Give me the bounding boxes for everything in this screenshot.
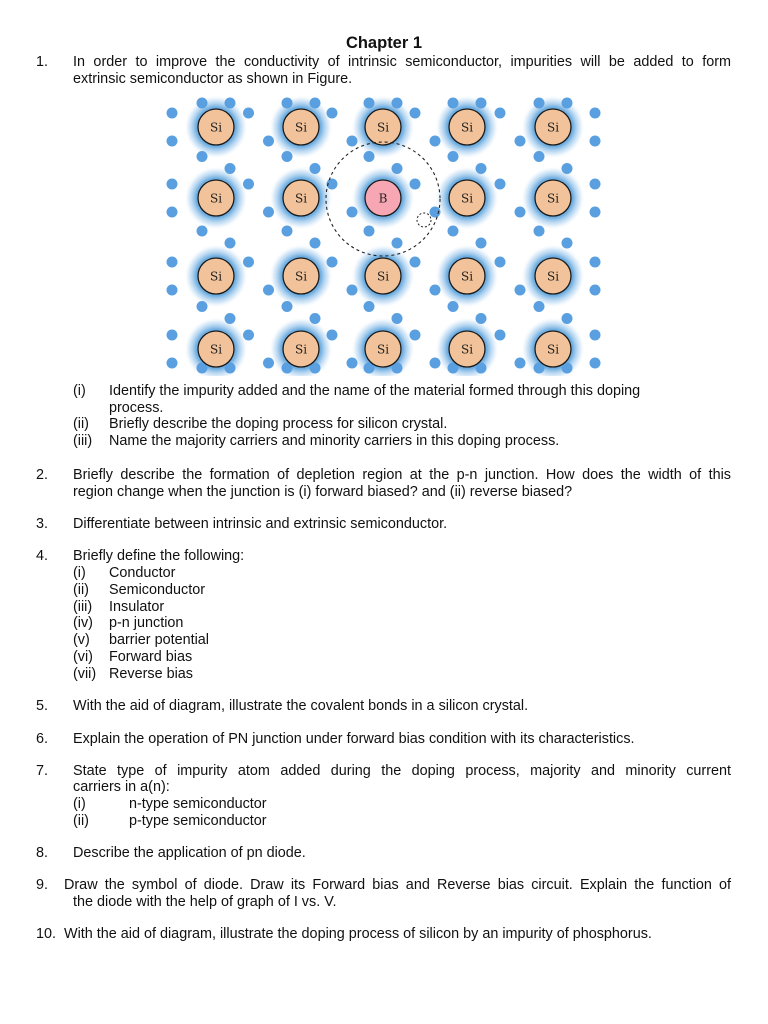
question-text-line: carriers in a(n): xyxy=(73,779,170,795)
electron-dot xyxy=(562,313,573,324)
question-number: 4. xyxy=(36,548,49,564)
question-text-line: Differentiate between intrinsic and extrinsic semiconductor. xyxy=(73,516,448,532)
electron-dot xyxy=(534,151,545,162)
electron-dot xyxy=(392,238,403,249)
electron-dot xyxy=(167,285,178,296)
electron-dot xyxy=(282,151,293,162)
silicon-atom-label: Si xyxy=(294,191,308,206)
boron-atom-label: B xyxy=(378,191,388,206)
electron-dot xyxy=(225,313,236,324)
question-number: 10. xyxy=(36,926,57,942)
electron-dot xyxy=(327,257,338,268)
silicon-atom-label: Si xyxy=(460,342,474,357)
electron-dot xyxy=(327,108,338,119)
subpart-text: n-type semiconductor xyxy=(129,796,267,812)
electron-dot xyxy=(562,163,573,174)
electron-dot xyxy=(476,313,487,324)
electron-dot xyxy=(590,207,601,218)
electron-dot xyxy=(495,257,506,268)
silicon-atom-label: Si xyxy=(376,269,390,284)
electron-dot xyxy=(515,207,526,218)
electron-dot xyxy=(515,285,526,296)
electron-dot xyxy=(430,358,441,369)
electron-dot xyxy=(347,358,358,369)
electron-dot xyxy=(515,358,526,369)
subpart-text: Conductor xyxy=(109,565,176,581)
electron-dot xyxy=(590,330,601,341)
silicon-atom-label: Si xyxy=(209,120,223,135)
subpart-label: (vi) xyxy=(73,649,93,665)
electron-dot xyxy=(515,136,526,147)
subpart-label: (vii) xyxy=(73,666,97,682)
electron-dot xyxy=(167,179,178,190)
question-number: 3. xyxy=(36,516,49,532)
electron-dot xyxy=(167,330,178,341)
question-text-line: With the aid of diagram, illustrate the doping process of silicon by an impurity of phosphorus. xyxy=(64,926,652,942)
silicon-atom-label: Si xyxy=(460,120,474,135)
electron-dot xyxy=(562,238,573,249)
silicon-atom-label: Si xyxy=(546,269,560,284)
electron-dot xyxy=(392,98,403,109)
electron-dot xyxy=(282,226,293,237)
electron-dot xyxy=(364,151,375,162)
electron-dot xyxy=(410,257,421,268)
question-text-line: Explain the operation of PN junction under forward bias condition with its characteristics. xyxy=(73,731,635,747)
subpart-text: Briefly describe the doping process for silicon crystal. xyxy=(109,416,448,432)
electron-dot xyxy=(243,330,254,341)
electron-dot xyxy=(197,301,208,312)
question-number: 1. xyxy=(36,54,49,70)
subpart-label: (i) xyxy=(73,383,86,399)
subpart-label: (ii) xyxy=(73,416,89,432)
electron-dot xyxy=(263,136,274,147)
subpart-text: process. xyxy=(109,400,164,416)
question-text-line: In order to improve the conductivity of intrinsic semiconductor, impurities will be added to form xyxy=(73,54,731,70)
silicon-atom-label: Si xyxy=(460,269,474,284)
electron-dot xyxy=(410,330,421,341)
silicon-atom-label: Si xyxy=(546,191,560,206)
electron-dot xyxy=(590,358,601,369)
electron-dot xyxy=(410,108,421,119)
subpart-text: Name the majority carriers and minority carriers in this doping process. xyxy=(109,433,560,449)
electron-dot xyxy=(347,207,358,218)
electron-dot xyxy=(590,257,601,268)
electron-dot xyxy=(448,226,459,237)
question-number: 8. xyxy=(36,845,49,861)
chapter-title: Chapter 1 xyxy=(345,34,423,52)
electron-dot xyxy=(534,226,545,237)
subpart-text: Insulator xyxy=(109,599,165,615)
question-number: 9. xyxy=(36,877,49,893)
electron-dot xyxy=(197,151,208,162)
electron-dot xyxy=(347,285,358,296)
silicon-atom-label: Si xyxy=(294,269,308,284)
subpart-label: (iii) xyxy=(73,433,93,449)
subpart-label: (ii) xyxy=(73,813,89,829)
electron-dot xyxy=(476,163,487,174)
silicon-atom-label: Si xyxy=(376,120,390,135)
electron-dot xyxy=(310,98,321,109)
electron-dot xyxy=(410,179,421,190)
electron-dot xyxy=(310,238,321,249)
subpart-text: Reverse bias xyxy=(109,666,193,682)
electron-dot xyxy=(282,98,293,109)
electron-dot xyxy=(263,285,274,296)
silicon-atom-label: Si xyxy=(294,120,308,135)
electron-dot xyxy=(392,163,403,174)
electron-dot xyxy=(327,330,338,341)
silicon-atom-label: Si xyxy=(209,191,223,206)
electron-dot xyxy=(263,358,274,369)
electron-dot xyxy=(430,285,441,296)
silicon-atom-label: Si xyxy=(209,269,223,284)
question-number: 5. xyxy=(36,698,49,714)
subpart-text: barrier potential xyxy=(109,632,209,648)
subpart-text: Identify the impurity added and the name of the material formed through this doping xyxy=(109,383,641,399)
electron-dot xyxy=(243,108,254,119)
electron-dot xyxy=(167,257,178,268)
question-text-line: extrinsic semiconductor as shown in Figure. xyxy=(73,71,353,87)
subpart-label: (v) xyxy=(73,632,90,648)
electron-dot xyxy=(364,98,375,109)
silicon-atom-label: Si xyxy=(294,342,308,357)
electron-dot xyxy=(282,301,293,312)
silicon-atom-label: Si xyxy=(546,342,560,357)
electron-dot xyxy=(392,313,403,324)
doped-silicon-lattice-figure xyxy=(163,92,605,376)
electron-dot xyxy=(197,98,208,109)
electron-dot xyxy=(534,301,545,312)
electron-dot xyxy=(197,226,208,237)
electron-dot xyxy=(430,136,441,147)
electron-dot xyxy=(347,136,358,147)
electron-dot xyxy=(263,207,274,218)
subpart-label: (i) xyxy=(73,565,86,581)
question-text-line: Briefly describe the formation of depletion region at the p-n junction. How does the width of this xyxy=(73,467,731,483)
electron-dot xyxy=(167,108,178,119)
electron-dot xyxy=(310,163,321,174)
subpart-text: p-type semiconductor xyxy=(129,813,267,829)
electron-dot xyxy=(562,98,573,109)
electron-dot xyxy=(167,358,178,369)
electron-dot xyxy=(225,238,236,249)
question-number: 6. xyxy=(36,731,49,747)
electron-dot xyxy=(495,108,506,119)
hole-icon xyxy=(417,213,431,227)
question-text-line: Describe the application of pn diode. xyxy=(73,845,306,861)
electron-dot xyxy=(364,301,375,312)
subpart-text: p-n junction xyxy=(109,615,184,631)
silicon-atom-label: Si xyxy=(546,120,560,135)
question-text-line: Briefly define the following: xyxy=(73,548,245,564)
subpart-label: (ii) xyxy=(73,582,89,598)
electron-dot xyxy=(476,238,487,249)
subpart-label: (iv) xyxy=(73,615,93,631)
electron-dot xyxy=(310,313,321,324)
electron-dot xyxy=(448,98,459,109)
silicon-atom-label: Si xyxy=(376,342,390,357)
electron-dot xyxy=(448,151,459,162)
electron-dot xyxy=(495,330,506,341)
electron-dot xyxy=(225,98,236,109)
electron-dot xyxy=(243,179,254,190)
question-text-line: Draw the symbol of diode. Draw its Forward bias and Reverse bias circuit. Explain the function of xyxy=(64,877,731,893)
question-text-line: With the aid of diagram, illustrate the covalent bonds in a silicon crystal. xyxy=(73,698,529,714)
question-number: 2. xyxy=(36,467,49,483)
electron-dot xyxy=(590,285,601,296)
electron-dot xyxy=(243,257,254,268)
subpart-label: (iii) xyxy=(73,599,93,615)
electron-dot xyxy=(448,301,459,312)
electron-dot xyxy=(476,98,487,109)
subpart-text: Semiconductor xyxy=(109,582,205,598)
electron-dot xyxy=(590,136,601,147)
electron-dot xyxy=(590,179,601,190)
electron-dot xyxy=(225,163,236,174)
question-text-line: region change when the junction is (i) forward biased? and (ii) reverse biased? xyxy=(73,484,573,500)
subpart-label: (i) xyxy=(73,796,86,812)
electron-dot xyxy=(590,108,601,119)
electron-dot xyxy=(495,179,506,190)
subpart-text: Forward bias xyxy=(109,649,193,665)
electron-dot xyxy=(167,207,178,218)
electron-dot xyxy=(534,98,545,109)
electron-dot xyxy=(167,136,178,147)
silicon-atom-label: Si xyxy=(460,191,474,206)
silicon-atom-label: Si xyxy=(209,342,223,357)
question-text-line: State type of impurity atom added during the doping process, majority and minority current xyxy=(73,763,731,779)
question-number: 7. xyxy=(36,763,49,779)
question-text-line: the diode with the help of graph of I vs. V. xyxy=(73,894,337,910)
electron-dot xyxy=(364,226,375,237)
